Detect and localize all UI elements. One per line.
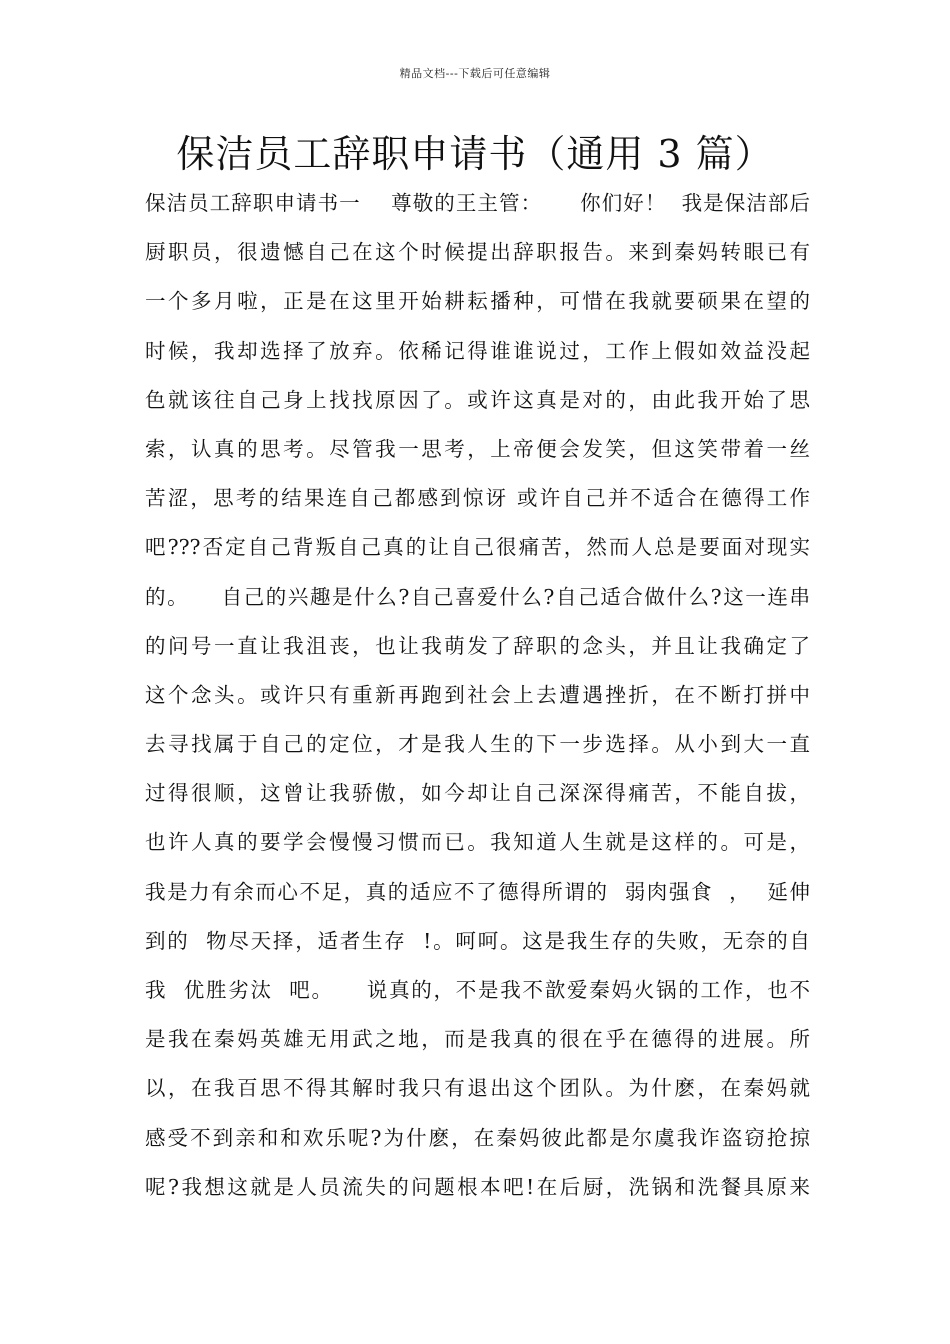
header-note: 精品文档---下载后可任意编辑 xyxy=(399,67,551,80)
body-line: 苦涩，思考的结果连自己都感到惊讶 或许自己并不适合在德得工作 xyxy=(145,486,810,511)
body-line: 这个念头。或许只有重新再跑到社会上去遭遇挫折，在不断打拼中 xyxy=(145,682,810,707)
body-line: 感受不到亲和和欢乐呢?为什麽，在秦妈彼此都是尔虞我诈盗窃抢掠 xyxy=(145,1125,810,1150)
body-line: 保洁员工辞职申请书一 尊敬的王主管： 你们好！ 我是保洁部后 xyxy=(145,191,810,215)
body-line: 的问号一直让我沮丧，也让我萌发了辞职的念头，并且让我确定了 xyxy=(145,633,810,658)
body-line: 到的 物尽天择，适者生存 !。呵呵。这是我生存的失败，无奈的自 xyxy=(145,928,810,953)
body-line: 厨职员，很遗憾自己在这个时候提出辞职报告。来到秦妈转眼已有 xyxy=(145,240,810,265)
body-line: 呢?我想这就是人员流失的问题根本吧!在后厨，洗锅和洗餐具原来 xyxy=(145,1174,810,1199)
body-line: 我 优胜劣汰 吧。 说真的，不是我不歆爱秦妈火锅的工作，也不 xyxy=(145,978,810,1002)
body-line: 一个多月啦，正是在这里开始耕耘播种，可惜在我就要硕果在望的 xyxy=(145,289,810,314)
body-line: 的。 自己的兴趣是什么?自己喜爱什么?自己适合做什么?这一连串 xyxy=(145,584,810,609)
body-line: 以，在我百思不得其解时我只有退出这个团队。为什麽，在秦妈就 xyxy=(145,1076,810,1101)
body-line: 去寻找属于自己的定位，才是我人生的下一步选择。从小到大一直 xyxy=(145,732,810,757)
body-line: 我是力有余而心不足，真的适应不了德得所谓的 弱肉强食 ， 延伸 xyxy=(145,879,810,904)
document-body xyxy=(145,179,810,1212)
body-line: 时候，我却选择了放弃。依稀记得谁谁说过，工作上假如效益没起 xyxy=(145,338,810,363)
body-line: 吧???否定自己背叛自己真的让自己很痛苦，然而人总是要面对现实 xyxy=(145,535,810,560)
document-title: 保洁员工辞职申请书（通用 3 篇） xyxy=(176,132,774,176)
body-line: 是我在秦妈英雄无用武之地，而是我真的很在乎在德得的进展。所 xyxy=(145,1027,810,1052)
body-line: 索，认真的思考。尽管我一思考，上帝便会发笑，但这笑带着一丝 xyxy=(145,436,810,461)
body-line: 也许人真的要学会慢慢习惯而已。我知道人生就是这样的。可是， xyxy=(145,830,810,855)
body-line: 色就该往自己身上找找原因了。或许这真是对的，由此我开始了思 xyxy=(145,387,810,412)
body-line: 过得很顺，这曾让我骄傲，如今却让自己深深得痛苦，不能自拔， xyxy=(145,781,810,806)
